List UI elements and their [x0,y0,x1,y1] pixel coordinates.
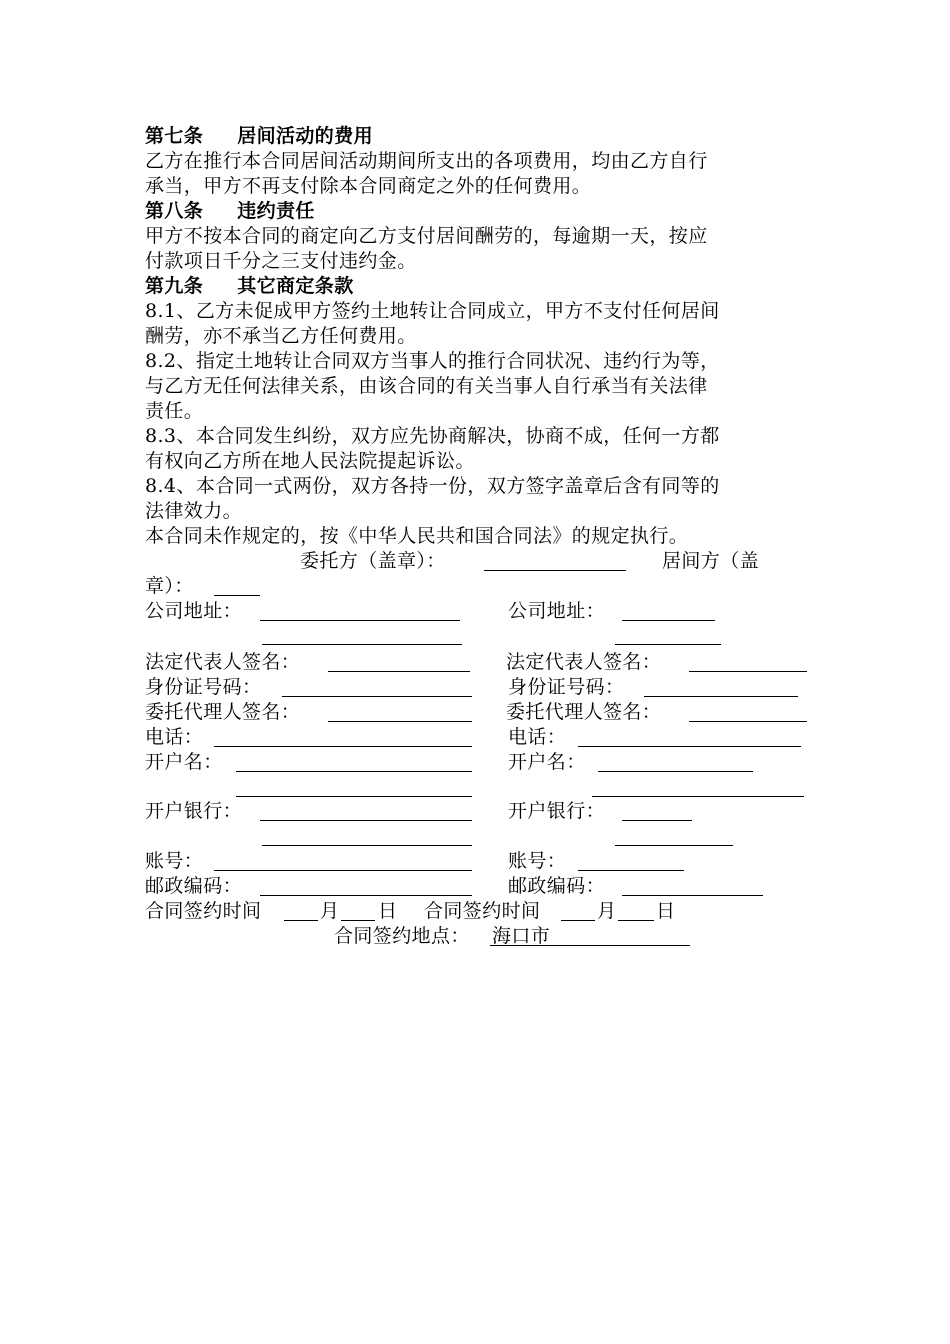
broker-legal-rep-label: 法定代表人签名： [506,651,662,673]
broker-phone-line[interactable] [578,746,801,747]
broker-account-no-line[interactable] [578,870,684,871]
article-7-heading [145,124,373,148]
clause-line: 酬劳，亦不承当乙方任何费用。 [145,325,417,347]
article-9-number: 第九条 [145,275,204,297]
article-8-heading [145,199,315,223]
clause-line: 8.4、本合同一式两份，双方各持一份，双方签字盖章后含有同等的 [145,475,720,497]
client-id-label: 身份证号码： [145,676,262,698]
broker-postcode-line[interactable] [622,895,763,896]
article-9-heading [145,274,354,298]
broker-id-label: 身份证号码： [508,676,625,698]
client-seal-label: 委托方（盖章）： [300,550,446,572]
sign-place-line[interactable] [490,945,690,946]
broker-address-line-2[interactable] [615,644,721,645]
clause-line: 与乙方无任何法律关系，由该合同的有关当事人自行承当有关法律 [145,375,708,397]
broker-agent-label: 委托代理人签名： [506,701,662,723]
broker-seal-label-a: 居间方（盖 [662,550,760,572]
broker-phone-label: 电话： [508,726,567,748]
client-legal-rep-line[interactable] [328,671,470,672]
broker-month-label: 月 [597,900,617,922]
sign-place-value: 海口市 [492,925,551,947]
article-8-number: 第八条 [145,200,204,222]
broker-account-name-line[interactable] [598,771,753,772]
client-bank-label: 开户银行： [145,800,243,822]
article-7-title: 居间活动的费用 [237,125,374,147]
broker-seal-label-b: 章）： [145,575,194,597]
broker-bank-label: 开户银行： [508,800,606,822]
client-bank-line-2[interactable] [262,845,472,846]
client-address-label: 公司地址： [145,600,243,622]
broker-bank-line-2[interactable] [615,845,733,846]
client-postcode-label: 邮政编码： [145,875,243,897]
broker-address-label: 公司地址： [508,600,606,622]
client-month-line[interactable] [284,920,318,921]
broker-postcode-label: 邮政编码： [508,875,606,897]
broker-account-no-label: 账号： [508,850,567,872]
client-postcode-line[interactable] [260,895,472,896]
broker-month-line[interactable] [561,920,595,921]
article-8-line-1: 甲方不按本合同的商定向乙方支付居间酬劳的，每逾期一天，按应 [145,225,708,247]
client-day-line[interactable] [341,920,375,921]
broker-bank-line[interactable] [622,820,692,821]
clause-line: 法律效力。 [145,500,243,522]
article-8-title: 违约责任 [237,200,315,222]
article-9-title: 其它商定条款 [237,275,354,297]
client-seal-line[interactable] [484,570,626,571]
broker-legal-rep-line[interactable] [689,671,807,672]
client-account-no-line[interactable] [214,870,472,871]
client-account-name-label: 开户名： [145,751,223,773]
clause-line: 本合同未作规定的，按《中华人民共和国合同法》的规定执行。 [145,525,689,547]
client-address-line-2[interactable] [262,644,462,645]
broker-account-name-line-2[interactable] [592,796,804,797]
broker-day-line[interactable] [618,920,654,921]
clause-line: 8.2、指定土地转让合同双方当事人的推行合同状况、违约行为等， [145,350,720,372]
clause-line: 责任。 [145,400,204,422]
broker-agent-line[interactable] [689,721,807,722]
broker-day-label: 日 [656,900,676,922]
clause-line: 8.3、本合同发生纠纷，双方应先协商解决，协商不成，任何一方都 [145,425,720,447]
article-8-line-2: 付款项日千分之三支付违约金。 [145,250,417,272]
broker-sign-time-label: 合同签约时间 [424,900,541,922]
client-account-name-line[interactable] [236,771,472,772]
client-phone-label: 电话： [145,726,204,748]
clause-line: 有权向乙方所在地人民法院提起诉讼。 [145,450,475,472]
client-account-name-line-2[interactable] [236,796,472,797]
client-sign-time-label: 合同签约时间 [145,900,262,922]
client-address-line[interactable] [260,620,460,621]
client-id-line[interactable] [282,696,472,697]
client-day-label: 日 [378,900,398,922]
sign-place-label: 合同签约地点： [334,925,470,947]
broker-id-line[interactable] [644,696,798,697]
client-account-no-label: 账号： [145,850,204,872]
client-agent-label: 委托代理人签名： [145,701,301,723]
client-month-label: 月 [320,900,340,922]
article-7-line-2: 承当，甲方不再支付除本合同商定之外的任何费用。 [145,175,592,197]
article-7-number: 第七条 [145,125,204,147]
client-legal-rep-label: 法定代表人签名： [145,651,301,673]
client-bank-line[interactable] [260,820,472,821]
clause-line: 8.1、乙方未促成甲方签约土地转让合同成立，甲方不支付任何居间 [145,300,720,322]
broker-address-line[interactable] [622,620,715,621]
client-phone-line[interactable] [214,746,472,747]
article-7-line-1: 乙方在推行本合同居间活动期间所支出的各项费用，均由乙方自行 [145,150,708,172]
client-agent-line[interactable] [328,721,472,722]
broker-account-name-label: 开户名： [508,751,586,773]
broker-seal-line[interactable] [214,595,260,596]
